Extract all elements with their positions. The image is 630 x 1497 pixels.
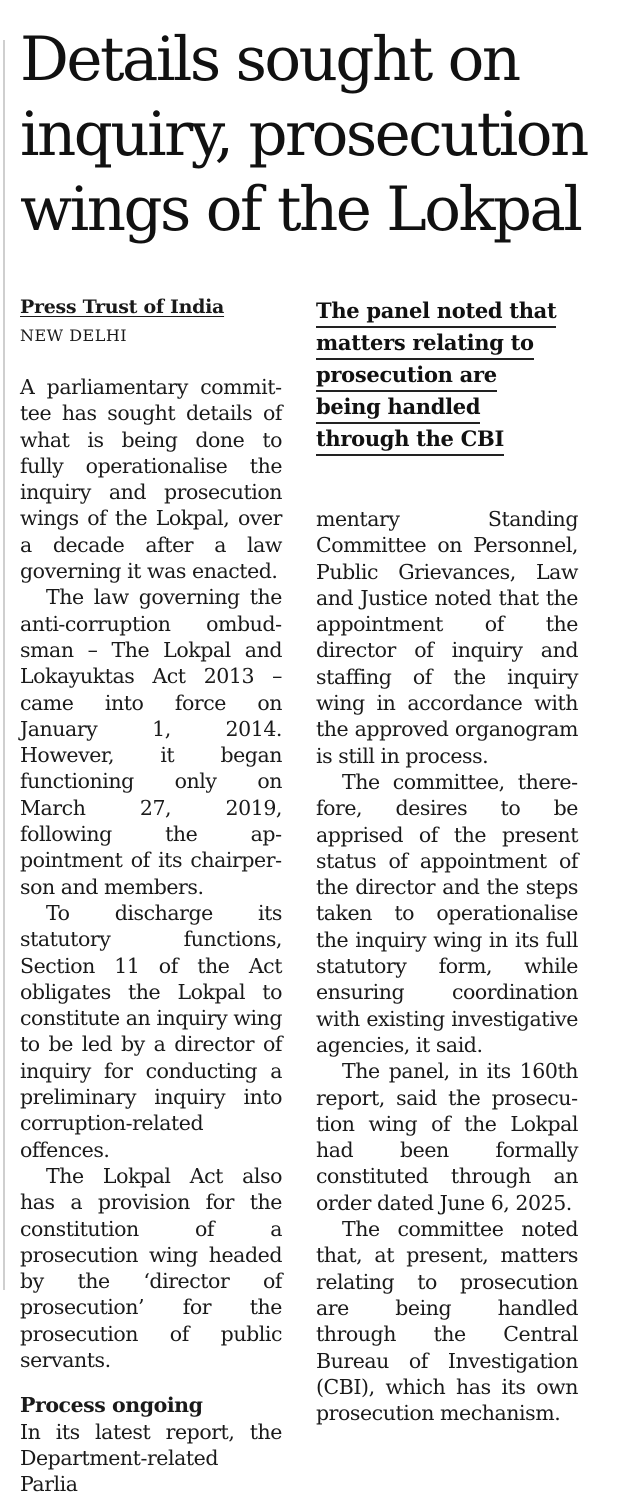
byline: Press Trust of India <box>20 296 225 318</box>
dateline: NEW DELHI <box>20 326 128 345</box>
pull-quote-line: The panel noted that <box>316 296 556 328</box>
pull-quote <box>316 296 584 456</box>
body-column-2 <box>316 506 578 1426</box>
paragraph: mentary Standing Committee on Personnel, Public Grievances, Law and Justice noted that the appointment of the director of inquiry and staffing of the inquiry wing in accordance with the approved organogram is still in process. <box>316 507 578 768</box>
paragraph: The committee noted that, at present, matters relating to prosecution are being handled through the Central Bureau of Investigation (CBI), which has its own prosecution mechanism. <box>316 1217 578 1426</box>
subheading: Process ongoing <box>20 1393 203 1418</box>
body-column-1 <box>20 374 282 1497</box>
paragraph: A parliamentary committee has sought details of what is being done to fully operationalise the inquiry and prosecution wings of the Lokpal, over a decade after a law governing it was enacted. <box>20 375 282 584</box>
paragraph: The Lokpal Act also has a provision for the constitution of a prosecution wing headed by the ‘director of prosecution’ for the prosecution of public servants. <box>20 1163 282 1372</box>
pull-quote-line: being handled <box>316 392 480 424</box>
paragraph: The law governing the anti-corruption ombudsman – The Lokpal and Lokayuktas Act 2013 – came into force on January 1, 2014. However, it began functioning only on March 27, 2019, following the appointment of its chairperson and members. <box>20 585 282 899</box>
pull-quote-line: matters relating to <box>316 328 534 360</box>
paragraph: The committee, therefore, desires to be apprised of the present status of appointment of the director and the steps taken to operationalise the inquiry wing in its full statutory form, while ensuring coordination with existing investigative agencies, it said. <box>316 769 578 1057</box>
column-rule <box>3 40 5 1290</box>
paragraph: To discharge its statutory functions, Section 11 of the Act obligates the Lokpal to constitute an inquiry wing to be led by a director of inquiry for conducting a preliminary inquiry into corruption-related offences. <box>20 900 282 1162</box>
paragraph: The panel, in its 160th report, said the prosecution wing of the Lokpal had been formally constituted through an order dated June 6, 2025. <box>316 1059 578 1215</box>
paragraph: In its latest report, the Department-related Parlia <box>20 1419 282 1497</box>
headline: Details sought on inquiry, prosecution wings of the Lokpal <box>20 24 587 245</box>
pull-quote-line: prosecution are <box>316 360 497 392</box>
pull-quote-line: through the CBI <box>316 424 504 456</box>
